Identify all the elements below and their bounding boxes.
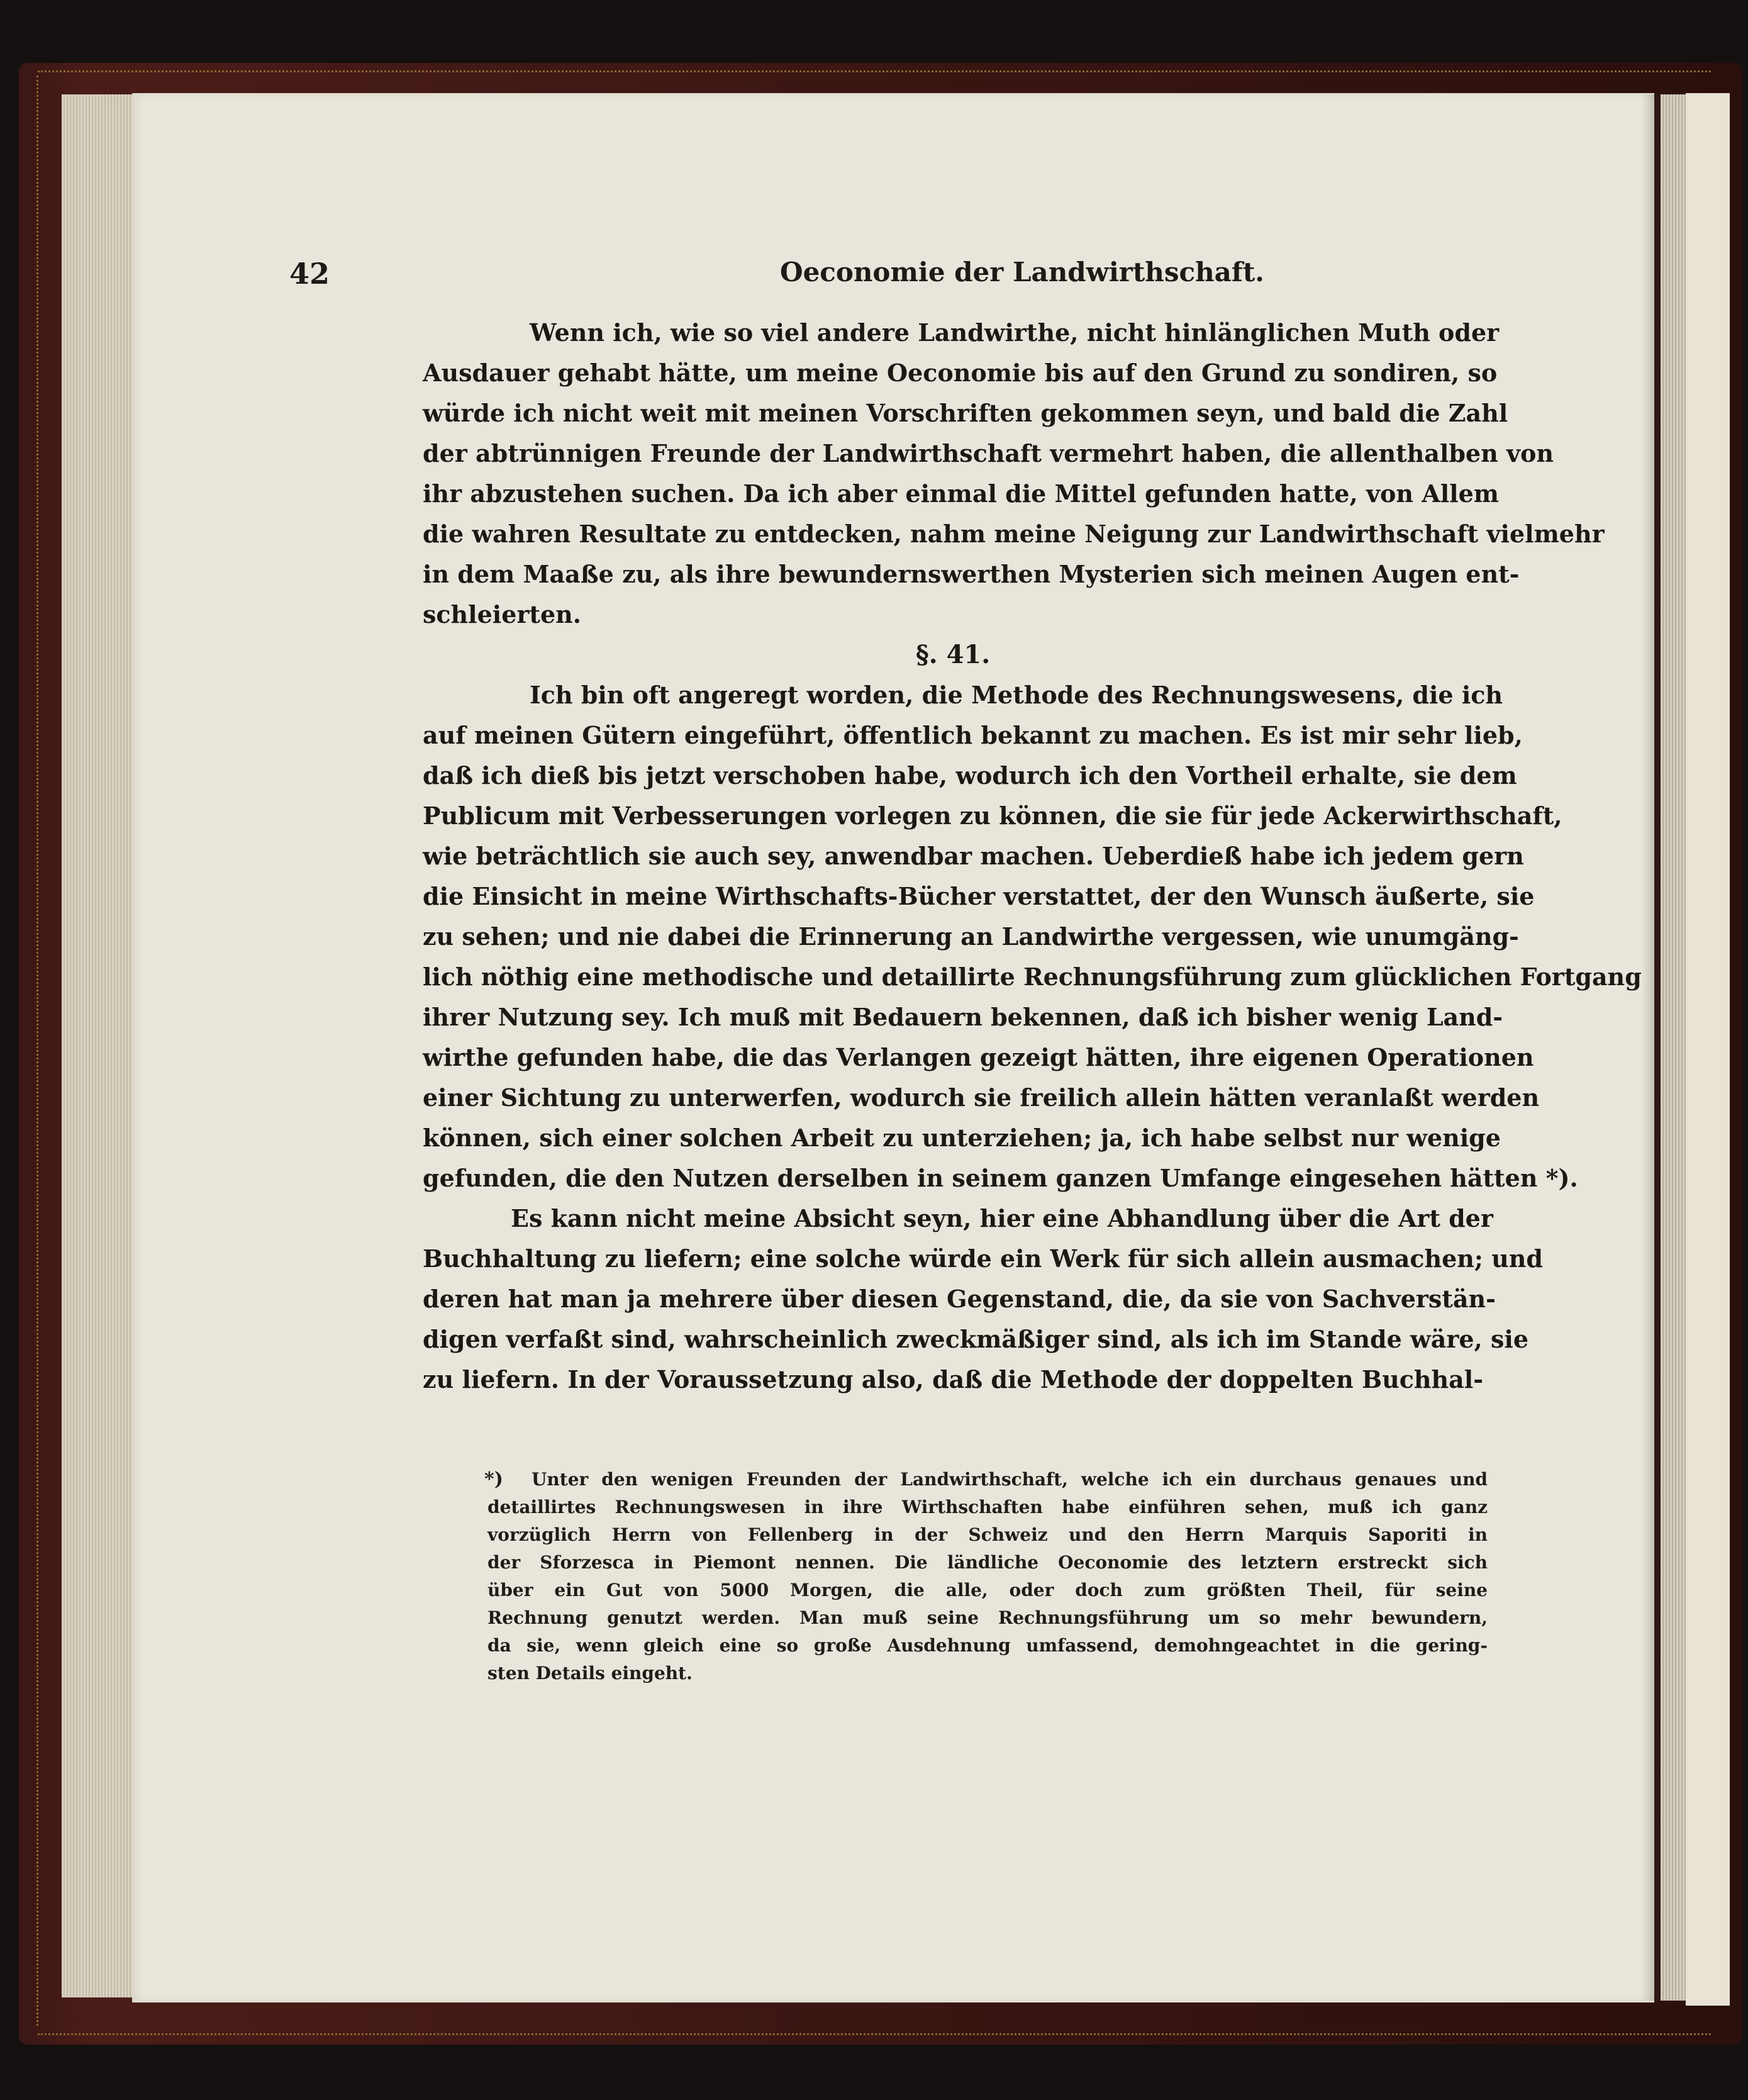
text-line: wirthe gefunden habe, die das Verlangen gezeigt hätten, ihre eigenen Operationen	[423, 1043, 1534, 1071]
text-line: schleierten.	[423, 600, 581, 628]
text-line: Publicum mit Verbesserungen vorlegen zu können, die sie für jede Ackerwirthschaft,	[423, 801, 1562, 830]
footnote-line: der Sforzesca in Piemont nennen. Die ländliche Oeconomie des letztern erstreckt sich	[487, 1552, 1488, 1573]
text-line: daß ich dieß bis jetzt verschoben habe, wodurch ich den Vortheil erhalte, sie dem	[423, 761, 1517, 790]
text-line: Ich bin oft angeregt worden, die Methode des Rechnungswesens, die ich	[530, 681, 1503, 709]
text-line: in dem Maaße zu, als ihre bewundernswerthen Mysterien sich meinen Augen ent-	[423, 560, 1520, 588]
text-line: lich nöthig eine methodische und detaillirte Rechnungsführung zum glücklichen Fortgang	[423, 963, 1642, 991]
running-head	[289, 257, 1472, 297]
page-edges-left	[62, 94, 137, 1997]
text-line: Wenn ich, wie so viel andere Landwirthe, nicht hinlänglichen Muth oder	[530, 318, 1500, 347]
footnote	[484, 1466, 1488, 1687]
footnote-line: sten Details eingeht.	[487, 1663, 693, 1684]
text-line: können, sich einer solchen Arbeit zu unterziehen; ja, ich habe selbst nur wenige	[423, 1124, 1501, 1152]
text-line: Ausdauer gehabt hätte, um meine Oeconomie bis auf den Grund zu sondiren, so	[423, 359, 1498, 387]
text-line: wie beträchtlich sie auch sey, anwendbar machen. Ueberdieß habe ich jedem gern	[423, 842, 1524, 870]
gilt-border-top	[38, 70, 1711, 72]
footnote-line: Rechnung genutzt werden. Man muß seine Rechnungsführung um so mehr bewundern,	[487, 1607, 1488, 1628]
text-line: deren hat man ja mehrere über diesen Gegenstand, die, da sie von Sachverstän-	[423, 1285, 1496, 1313]
text-line: Es kann nicht meine Absicht seyn, hier eine Abhandlung über die Art der	[511, 1204, 1493, 1232]
text-line: ihr abzustehen suchen. Da ich aber einmal die Mittel gefunden hatte, von Allem	[423, 479, 1499, 508]
text-line: die wahren Resultate zu entdecken, nahm meine Neigung zur Landwirthschaft vielmehr	[423, 520, 1605, 548]
gilt-border-left	[36, 75, 38, 2026]
text-line: ihrer Nutzung sey. Ich muß mit Bedauern bekennen, daß ich bisher wenig Land-	[423, 1003, 1503, 1031]
body-text	[423, 313, 1642, 1400]
text-line: zu sehen; und nie dabei die Erinnerung an Landwirthe vergessen, wie unumgäng-	[423, 922, 1519, 951]
text-line: zu liefern. In der Voraussetzung also, daß die Methode der doppelten Buchhal-	[423, 1365, 1483, 1393]
text-line: der abtrünnigen Freunde der Landwirthschaft vermehrt haben, die allenthalben von	[423, 439, 1554, 467]
footnote-line: Unter den wenigen Freunden der Landwirthschaft, welche ich ein durchaus genaues und	[532, 1469, 1488, 1490]
facing-page-sliver	[1686, 93, 1730, 2006]
text-line: auf meinen Gütern eingeführt, öffentlich bekannt zu machen. Es ist mir sehr lieb,	[423, 721, 1523, 749]
footnote-line: da sie, wenn gleich eine so große Ausdehnung umfassend, demohngeachtet in die gering-	[487, 1635, 1488, 1656]
page-number: 42	[289, 257, 330, 291]
footnote-marker: *)	[484, 1468, 503, 1490]
text-line: Buchhaltung zu liefern; eine solche würde ein Werk für sich allein ausmachen; und	[423, 1244, 1543, 1273]
text-line: digen verfaßt sind, wahrscheinlich zweckmäßiger sind, als ich im Stande wäre, sie	[423, 1325, 1529, 1353]
text-line: einer Sichtung zu unterwerfen, wodurch sie freilich allein hätten veranlaßt werden	[423, 1083, 1540, 1112]
footnote-line: vorzüglich Herrn von Fellenberg in der Schweiz und den Herrn Marquis Saporiti in	[487, 1524, 1488, 1545]
running-title: Oeconomie der Landwirthschaft.	[780, 257, 1264, 288]
gilt-border-bottom	[38, 2033, 1711, 2035]
text-line: würde ich nicht weit mit meinen Vorschriften gekommen seyn, und bald die Zahl	[423, 399, 1508, 427]
text-line: gefunden, die den Nutzen derselben in seinem ganzen Umfange eingesehen hätten *).	[423, 1164, 1578, 1192]
page-edges-right	[1661, 94, 1686, 2001]
text-line: die Einsicht in meine Wirthschafts-Bücher verstattet, der den Wunsch äußerte, sie	[423, 882, 1535, 910]
footnote-line: über ein Gut von 5000 Morgen, die alle, oder doch zum größten Theil, für seine	[487, 1580, 1488, 1600]
footnote-line: detaillirtes Rechnungswesen in ihre Wirthschaften habe einführen sehen, muß ich ganz	[487, 1497, 1488, 1517]
section-heading: §. 41.	[915, 640, 991, 669]
